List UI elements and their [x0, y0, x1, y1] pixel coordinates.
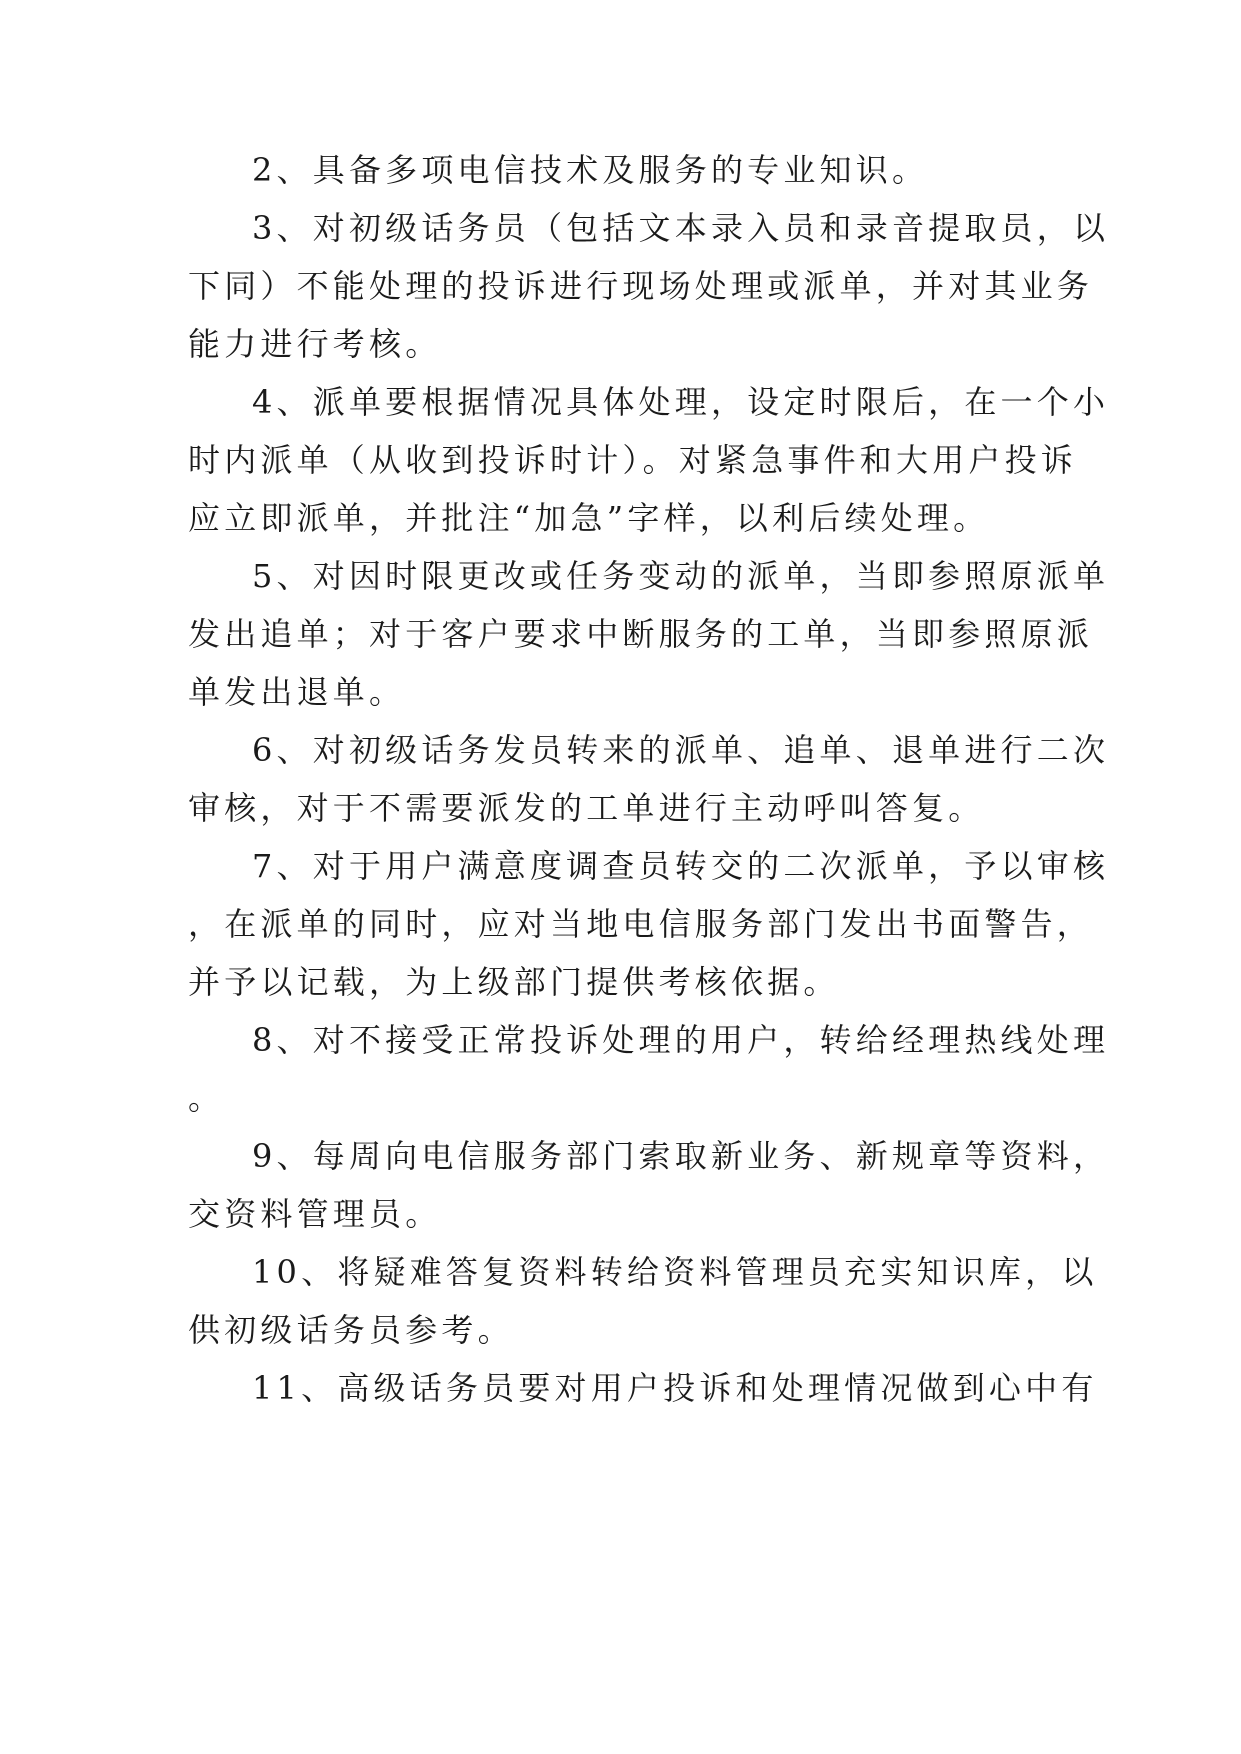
paragraph-3-line-2: 下同）不能处理的投诉进行现场处理或派单，并对其业务	[188, 267, 1094, 305]
paragraph-10-line-2: 供初级话务员参考。	[188, 1311, 514, 1349]
paragraph-6-line-1: 6、对初级话务发员转来的派单、追单、退单进行二次	[252, 731, 1110, 769]
paragraph-4-line-1: 4、派单要根据情况具体处理，设定时限后，在一个小	[252, 383, 1110, 421]
paragraph-5-line-2: 发出追单；对于客户要求中断服务的工单，当即参照原派	[188, 615, 1094, 653]
paragraph-2-line-1: 2、具备多项电信技术及服务的专业知识。	[252, 151, 929, 189]
paragraph-7-line-3: 并予以记载，为上级部门提供考核依据。	[188, 963, 840, 1001]
paragraph-6-line-2: 审核，对于不需要派发的工单进行主动呼叫答复。	[188, 789, 985, 827]
paragraph-3-line-1: 3、对初级话务员（包括文本录入员和录音提取员，以	[252, 209, 1110, 247]
paragraph-5-line-3: 单发出退单。	[188, 673, 406, 711]
paragraph-7-line-1: 7、对于用户满意度调查员转交的二次派单，予以审核	[252, 847, 1110, 885]
paragraph-5-line-1: 5、对因时限更改或任务变动的派单，当即参照原派单	[252, 557, 1110, 595]
paragraph-4-line-3: 应立即派单，并批注“加急”字样，以利后续处理。	[188, 499, 990, 537]
paragraph-4-line-2: 时内派单（从收到投诉时计）。对紧急事件和大用户投诉	[188, 441, 1078, 479]
paragraph-8-line-1: 8、对不接受正常投诉处理的用户，转给经理热线处理	[252, 1021, 1110, 1059]
paragraph-10-line-1: 10、将疑难答复资料转给资料管理员充实知识库，以	[252, 1253, 1098, 1291]
paragraph-11-line-1: 11、高级话务员要对用户投诉和处理情况做到心中有	[252, 1369, 1098, 1407]
paragraph-9-line-1: 9、每周向电信服务部门索取新业务、新规章等资料，	[252, 1137, 1110, 1175]
paragraph-7-line-2: ，在派单的同时，应对当地电信服务部门发出书面警告，	[188, 905, 1094, 943]
paragraph-8-line-2: 。	[188, 1079, 225, 1117]
paragraph-9-line-2: 交资料管理员。	[188, 1195, 442, 1233]
paragraph-3-line-3: 能力进行考核。	[188, 325, 442, 363]
